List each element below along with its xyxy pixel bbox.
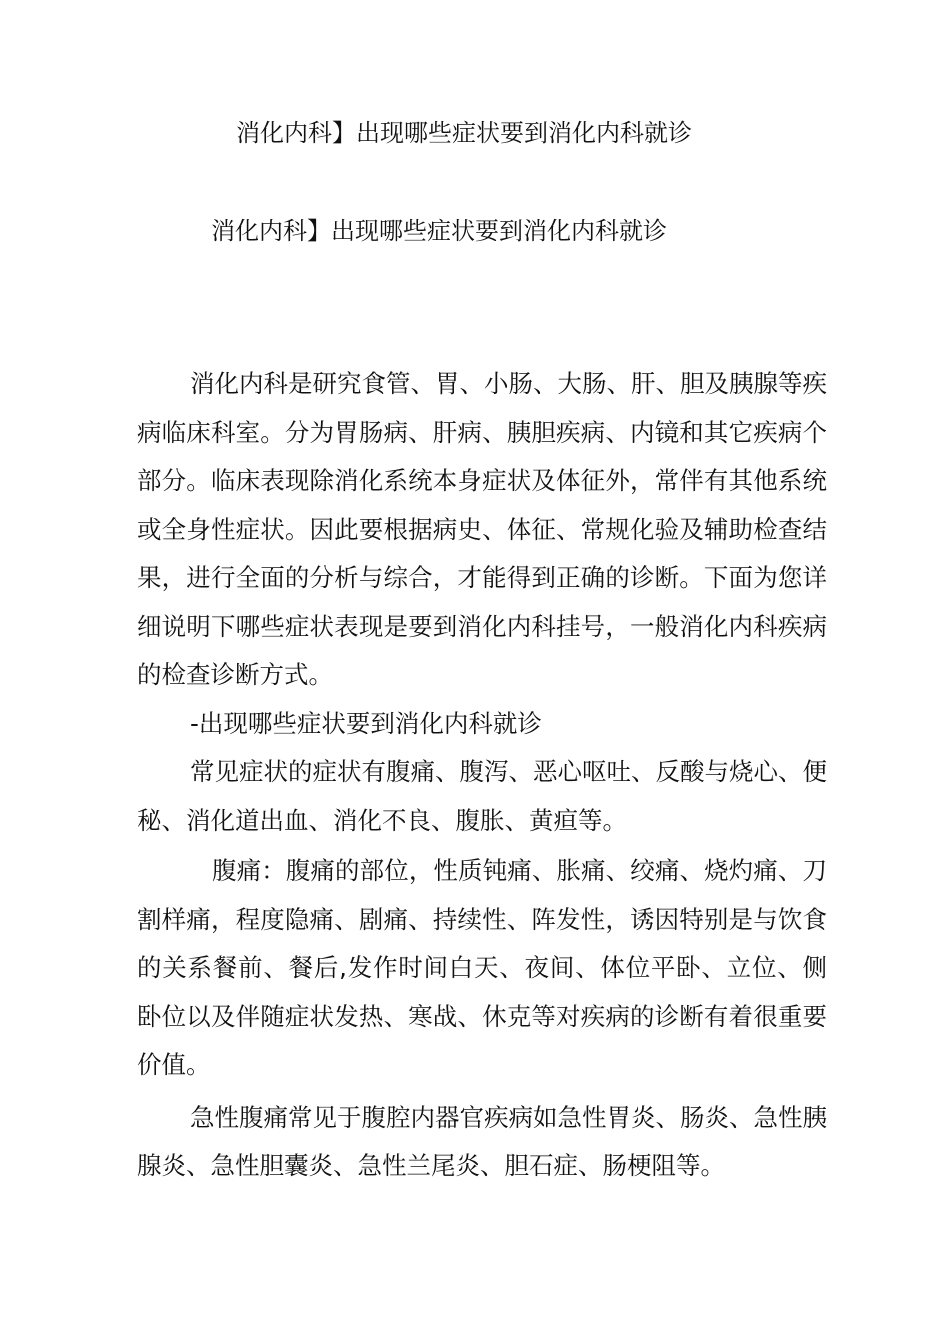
paragraph-abdominal-pain: 腹痛：腹痛的部位，性质钝痛、胀痛、绞痛、烧灼痛、刀割样痛，程度隐痛、剧痛、持续性、阵发性，诱因特别是与饮食的关系餐前、餐后,发作时间白天、夜间、体位平卧、立位、侧卧位以及伴随症状发热、寒战、休克等对疾病的诊断有着很重要价值。 [137, 856, 827, 1079]
paragraph-common-symptoms: 常见症状的症状有腹痛、腹泻、恶心呕吐、反酸与烧心、便秘、消化道出血、消化不良、腹胀、黄疸等。 [137, 757, 827, 835]
document-subtitle: 消化内科】出现哪些症状要到消化内科就诊 [211, 217, 667, 245]
document-body [137, 360, 827, 1191]
section-heading: -出现哪些症状要到消化内科就诊 [190, 708, 542, 738]
paragraph-acute-abdominal-pain: 急性腹痛常见于腹腔内器官疾病如急性胃炎、肠炎、急性胰腺炎、急性胆囊炎、急性兰尾炎、胆石症、肠梗阻等。 [137, 1102, 827, 1180]
paragraph-intro: 消化内科是研究食管、胃、小肠、大肠、肝、胆及胰腺等疾病临床科室。分为胃肠病、肝病、胰胆疾病、内镜和其它疾病个部分。临床表现除消化系统本身症状及体征外，常伴有其他系统或全身性症状。因此要根据病史、体征、常规化验及辅助检查结果，进行全面的分析与综合，才能得到正确的诊断。下面为您详细说明下哪些症状表现是要到消化内科挂号，一般消化内科疾病的检查诊断方式。 [137, 369, 827, 689]
document-title: 消化内科】出现哪些症状要到消化内科就诊 [236, 119, 692, 147]
